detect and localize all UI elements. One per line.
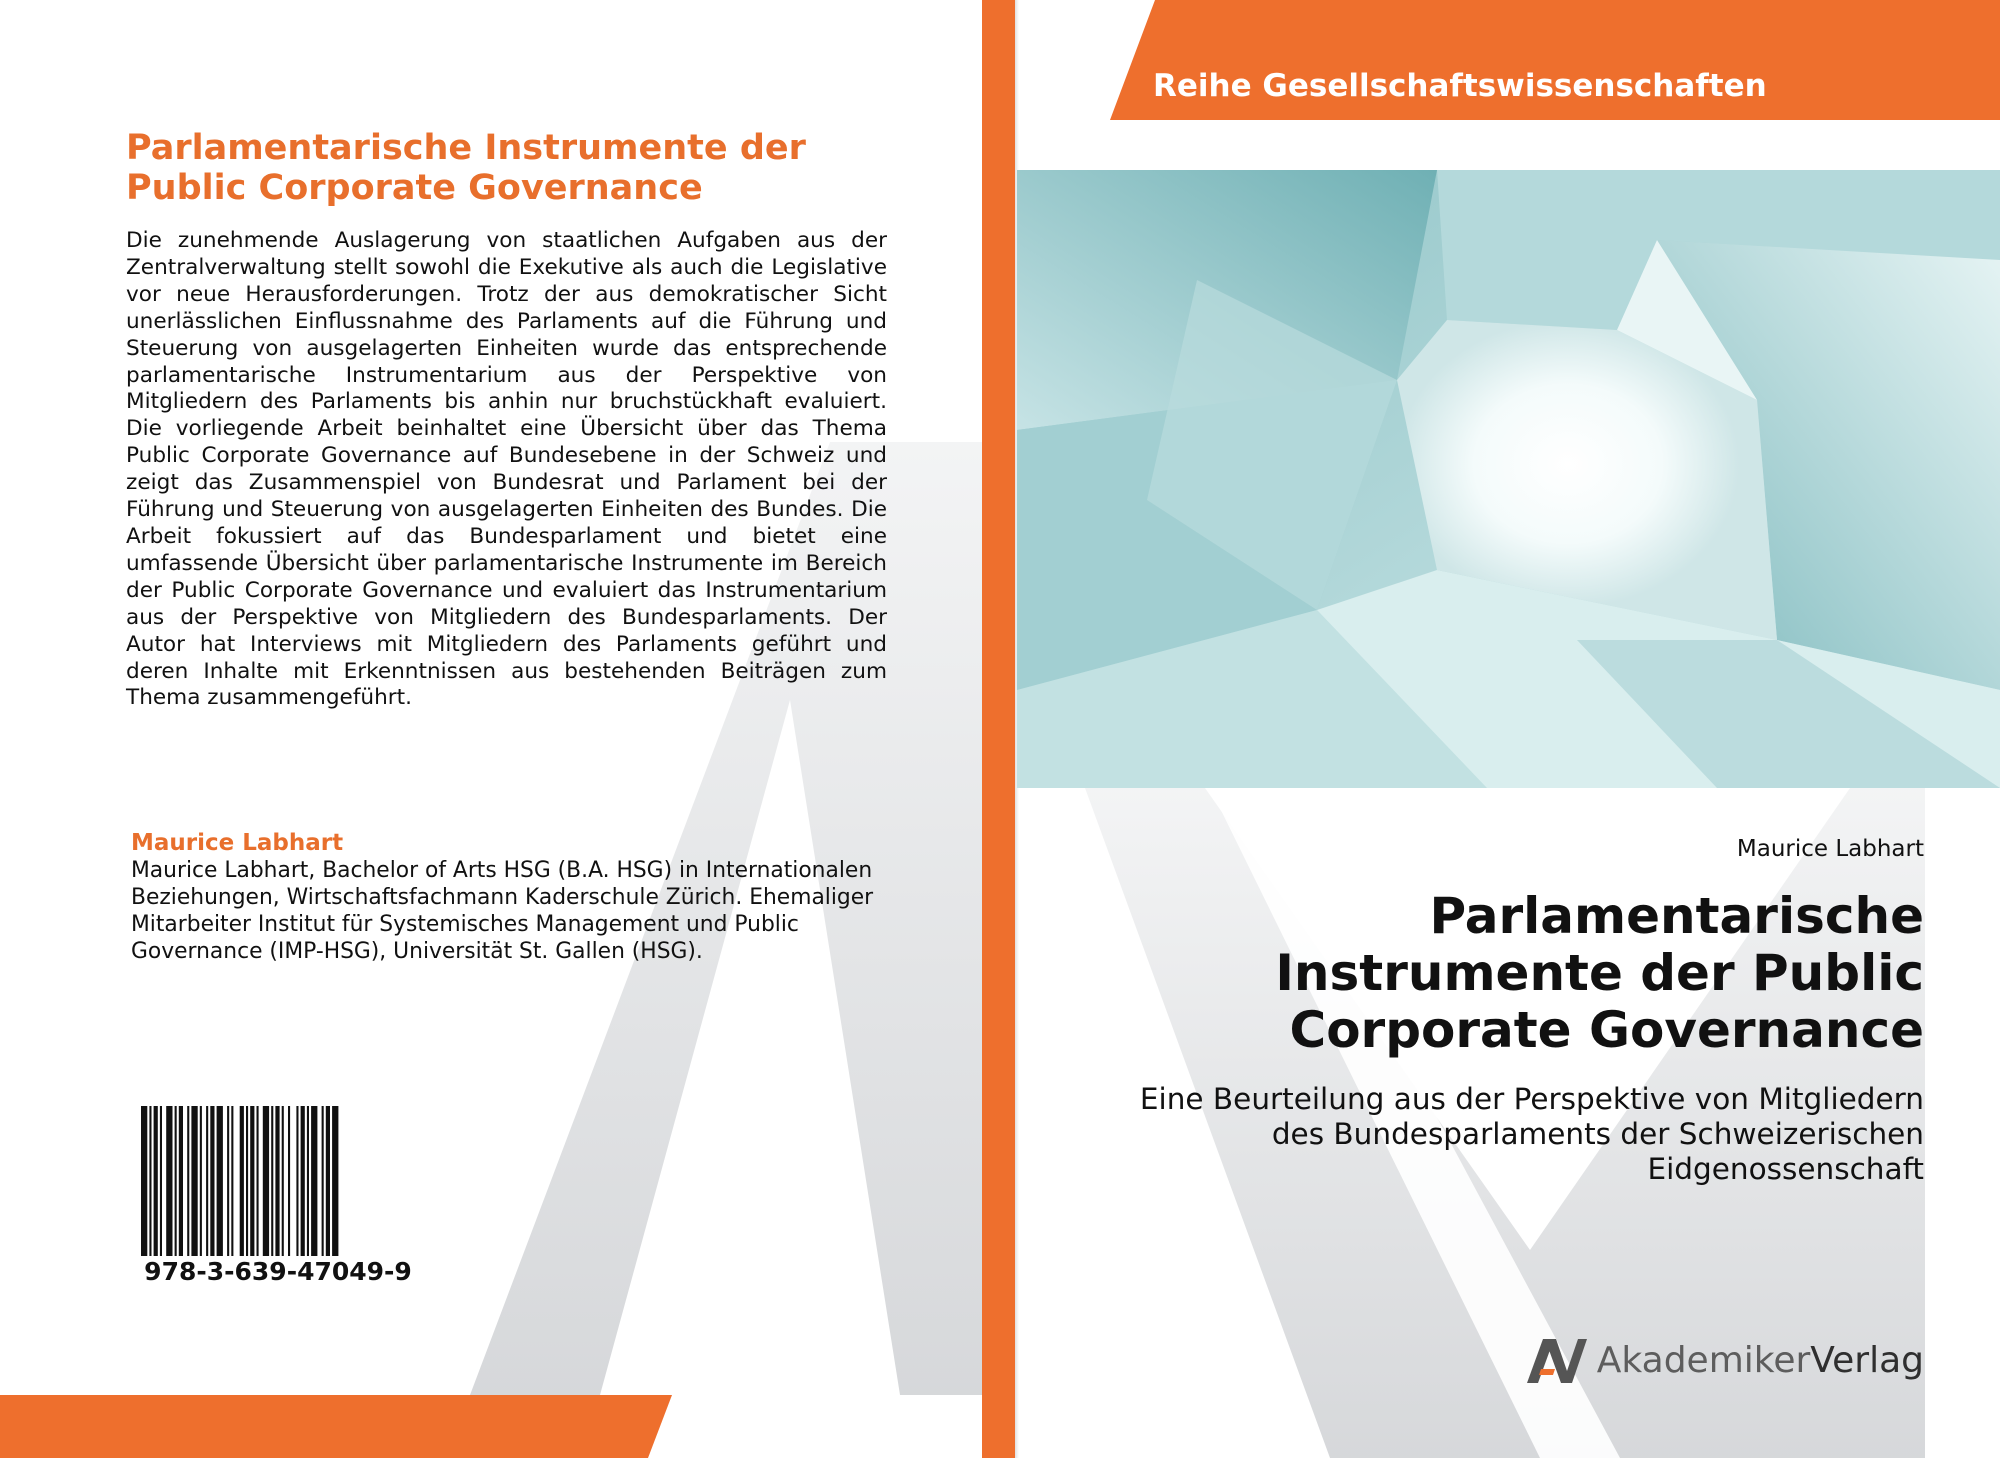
isbn-barcode: [133, 1098, 423, 1293]
av-logo-icon: [1527, 1339, 1587, 1383]
barcode-icon: [139, 1106, 417, 1258]
publisher-name: [1597, 1339, 1924, 1383]
front-cover-title: Parlamentarische Instrumente der Public Corporate Governance: [1275, 887, 1924, 1059]
back-bottom-orange-bar: [0, 1395, 672, 1458]
back-cover-blurb: Die zunehmende Auslagerung von staatlichen Aufgaben aus der Zentralverwaltung stellt sowohl die Exekutive als auch die Legislative vor neue Herausforderungen. Trotz der aus demokratischer Sicht unerlässlichen Einflussnahme des Parlaments auf die Führung und Steuerung von ausgelagerten Einheiten wurde das entsprechende parlamentarische Instrumentarium aus der Perspektive von Mitgliedern des Parlaments bis anhin nur bruchstückhaft evaluiert. Die vorliegende Arbeit beinhaltet eine Übersicht über das Thema Public Corporate Governance auf Bundesebene in der Schweiz und zeigt das Zusammenspiel von Bundesrat und Parlament bei der Führung und Steuerung von ausgelagerten Einheiten des Bundes. Die Arbeit fokussiert auf das Bundesparlament und bietet eine umfassende Übersicht über parlamentarische Instrumente im Bereich der Public Corporate Governance und evaluiert das Instrumentarium aus der Perspektive von Mitgliedern des Bundesparlaments. Der Autor hat Interviews mit Mitgliedern des Parlaments geführt und deren Inhalte mit Erkenntnissen aus bestehenden Beiträgen zum Thema zusammengeführt.: [126, 228, 887, 711]
abstract-architecture-image: [1017, 170, 2000, 788]
author-heading: Maurice Labhart: [131, 830, 344, 856]
book-spine: [982, 0, 1015, 1458]
publisher-logo: [1527, 1336, 1924, 1386]
front-cover-author: Maurice Labhart: [1736, 836, 1924, 862]
cover-illustration: [1017, 170, 2000, 788]
publisher-name-part1: Akademiker: [1596, 1340, 1811, 1381]
back-cover-title: Parlamentarische Instrumente der Public Corporate Governance: [126, 128, 806, 208]
publisher-name-part2: Verlag: [1810, 1340, 1924, 1381]
series-label: Reihe Gesellschaftswissenschaften: [1153, 68, 1767, 104]
front-cover-subtitle: Eine Beurteilung aus der Perspektive von Mitgliedern des Bundesparlaments der Schweizerischen Eidgenossenschaft: [1139, 1082, 1924, 1186]
author-bio: Maurice Labhart, Bachelor of Arts HSG (B.A. HSG) in Internationalen Beziehungen, Wirtschaftsfachmann Kaderschule Zürich. Ehemaliger Mitarbeiter Institut für Systemisches Management und Public Governance (IMP-HSG), Universität St. Gallen (HSG).: [131, 858, 874, 964]
isbn-number: 978-3-639-47049-9: [144, 1257, 412, 1286]
